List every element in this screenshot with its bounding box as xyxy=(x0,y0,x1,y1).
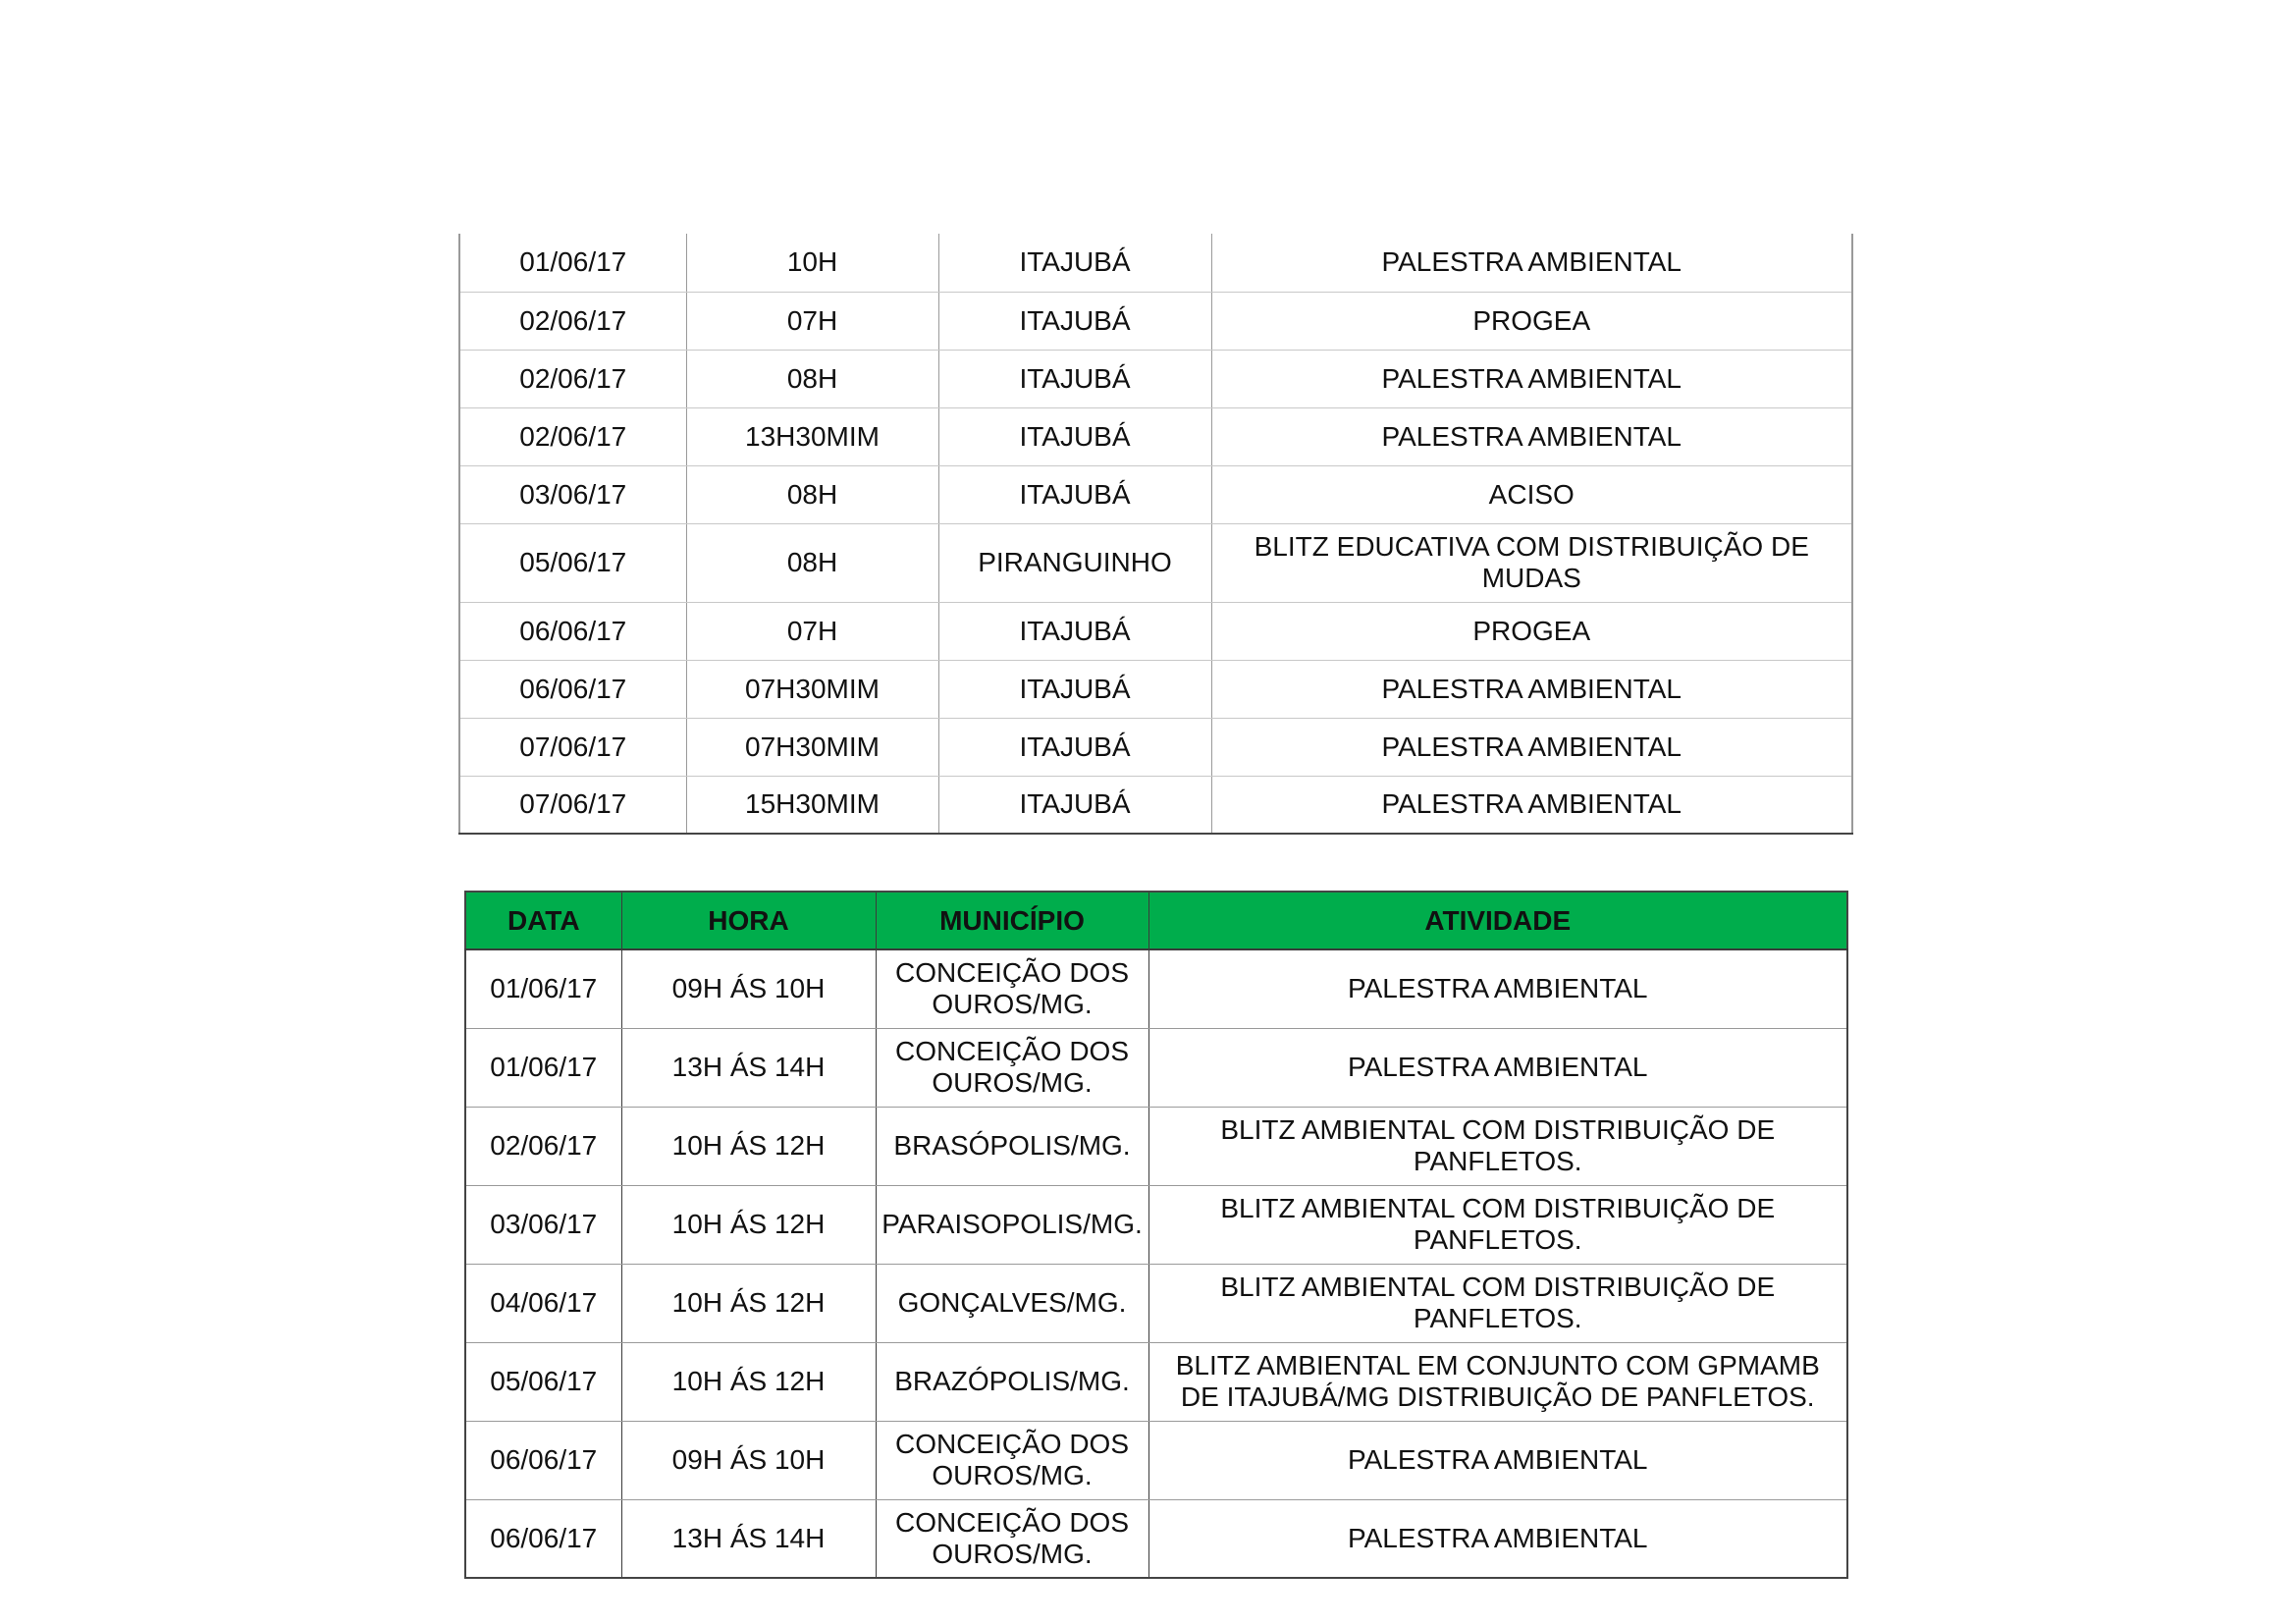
date-cell: 02/06/17 xyxy=(459,350,686,407)
municipality-cell: CONCEIÇÃO DOS OUROS/MG. xyxy=(876,949,1148,1028)
activity-cell: PALESTRA AMBIENTAL xyxy=(1148,1499,1847,1578)
table-row xyxy=(459,776,1852,834)
table-row xyxy=(459,602,1852,660)
municipality-cell: ITAJUBÁ xyxy=(938,776,1211,834)
time-cell: 07H xyxy=(686,292,938,350)
date-cell: 07/06/17 xyxy=(459,776,686,834)
date-cell: 03/06/17 xyxy=(459,465,686,523)
municipality-cell: CONCEIÇÃO DOS OUROS/MG. xyxy=(876,1028,1148,1107)
table-row xyxy=(465,1185,1847,1264)
time-cell: 08H xyxy=(686,465,938,523)
date-cell: 01/06/17 xyxy=(459,234,686,292)
table-row xyxy=(459,465,1852,523)
table-row xyxy=(465,1028,1847,1107)
time-cell: 08H xyxy=(686,523,938,602)
activity-cell: PALESTRA AMBIENTAL xyxy=(1148,1421,1847,1499)
table-row xyxy=(465,1264,1847,1342)
column-header-time: HORA xyxy=(621,892,876,949)
date-cell: 06/06/17 xyxy=(465,1499,621,1578)
activities-table-region xyxy=(464,891,1848,1579)
column-header-date: DATA xyxy=(465,892,621,949)
municipality-cell: ITAJUBÁ xyxy=(938,602,1211,660)
municipality-cell: ITAJUBÁ xyxy=(938,465,1211,523)
activity-cell: PROGEA xyxy=(1211,602,1852,660)
municipality-cell: ITAJUBÁ xyxy=(938,234,1211,292)
municipality-cell: BRAZÓPOLIS/MG. xyxy=(876,1342,1148,1421)
time-cell: 07H30MIM xyxy=(686,660,938,718)
table-row xyxy=(459,350,1852,407)
time-cell: 15H30MIM xyxy=(686,776,938,834)
municipality-cell: ITAJUBÁ xyxy=(938,350,1211,407)
municipality-cell: ITAJUBÁ xyxy=(938,407,1211,465)
time-cell: 13H ÁS 14H xyxy=(621,1028,876,1107)
municipality-cell: BRASÓPOLIS/MG. xyxy=(876,1107,1148,1185)
date-cell: 01/06/17 xyxy=(465,1028,621,1107)
municipality-cell: CONCEIÇÃO DOS OUROS/MG. xyxy=(876,1499,1148,1578)
activity-cell: BLITZ EDUCATIVA COM DISTRIBUIÇÃO DE MUDAS xyxy=(1211,523,1852,602)
time-cell: 10H ÁS 12H xyxy=(621,1185,876,1264)
date-cell: 02/06/17 xyxy=(459,292,686,350)
activity-cell: PALESTRA AMBIENTAL xyxy=(1211,776,1852,834)
activity-cell: PROGEA xyxy=(1211,292,1852,350)
activity-cell: PALESTRA AMBIENTAL xyxy=(1148,1028,1847,1107)
municipality-cell: ITAJUBÁ xyxy=(938,660,1211,718)
time-cell: 10H ÁS 12H xyxy=(621,1264,876,1342)
date-cell: 01/06/17 xyxy=(465,949,621,1028)
activity-cell: BLITZ AMBIENTAL COM DISTRIBUIÇÃO DE PANFLETOS. xyxy=(1148,1185,1847,1264)
date-cell: 05/06/17 xyxy=(465,1342,621,1421)
table-header-row xyxy=(465,892,1847,949)
activity-cell: PALESTRA AMBIENTAL xyxy=(1211,660,1852,718)
time-cell: 07H30MIM xyxy=(686,718,938,776)
activity-cell: BLITZ AMBIENTAL COM DISTRIBUIÇÃO DE PANFLETOS. xyxy=(1148,1264,1847,1342)
municipality-cell: PIRANGUINHO xyxy=(938,523,1211,602)
table-row xyxy=(465,1342,1847,1421)
date-cell: 02/06/17 xyxy=(459,407,686,465)
municipality-cell: ITAJUBÁ xyxy=(938,718,1211,776)
time-cell: 08H xyxy=(686,350,938,407)
activity-cell: BLITZ AMBIENTAL COM DISTRIBUIÇÃO DE PANFLETOS. xyxy=(1148,1107,1847,1185)
table-row xyxy=(465,949,1847,1028)
table-row xyxy=(465,1499,1847,1578)
date-cell: 05/06/17 xyxy=(459,523,686,602)
table-row xyxy=(459,407,1852,465)
activities-table-itajuba xyxy=(458,234,1853,835)
date-cell: 02/06/17 xyxy=(465,1107,621,1185)
table-row xyxy=(459,292,1852,350)
table-row xyxy=(465,1421,1847,1499)
activity-cell: PALESTRA AMBIENTAL xyxy=(1211,350,1852,407)
municipality-cell: PARAISOPOLIS/MG. xyxy=(876,1185,1148,1264)
activity-cell: BLITZ AMBIENTAL EM CONJUNTO COM GPMAMB DE ITAJUBÁ/MG DISTRIBUIÇÃO DE PANFLETOS. xyxy=(1148,1342,1847,1421)
table-row xyxy=(459,660,1852,718)
date-cell: 06/06/17 xyxy=(459,602,686,660)
column-header-municipality: MUNICÍPIO xyxy=(876,892,1148,949)
municipality-cell: GONÇALVES/MG. xyxy=(876,1264,1148,1342)
activity-cell: PALESTRA AMBIENTAL xyxy=(1211,718,1852,776)
municipality-cell: CONCEIÇÃO DOS OUROS/MG. xyxy=(876,1421,1148,1499)
table-row xyxy=(459,523,1852,602)
date-cell: 07/06/17 xyxy=(459,718,686,776)
time-cell: 13H30MIM xyxy=(686,407,938,465)
column-header-activity: ATIVIDADE xyxy=(1148,892,1847,949)
time-cell: 10H ÁS 12H xyxy=(621,1107,876,1185)
date-cell: 06/06/17 xyxy=(459,660,686,718)
table-row xyxy=(465,1107,1847,1185)
table-row xyxy=(459,718,1852,776)
time-cell: 09H ÁS 10H xyxy=(621,949,876,1028)
time-cell: 09H ÁS 10H xyxy=(621,1421,876,1499)
time-cell: 10H xyxy=(686,234,938,292)
time-cell: 13H ÁS 14H xyxy=(621,1499,876,1578)
date-cell: 06/06/17 xyxy=(465,1421,621,1499)
activity-cell: ACISO xyxy=(1211,465,1852,523)
activity-cell: PALESTRA AMBIENTAL xyxy=(1148,949,1847,1028)
municipality-cell: ITAJUBÁ xyxy=(938,292,1211,350)
time-cell: 10H ÁS 12H xyxy=(621,1342,876,1421)
date-cell: 03/06/17 xyxy=(465,1185,621,1264)
time-cell: 07H xyxy=(686,602,938,660)
activity-cell: PALESTRA AMBIENTAL xyxy=(1211,407,1852,465)
activity-cell: PALESTRA AMBIENTAL xyxy=(1211,234,1852,292)
date-cell: 04/06/17 xyxy=(465,1264,621,1342)
table-row xyxy=(459,234,1852,292)
